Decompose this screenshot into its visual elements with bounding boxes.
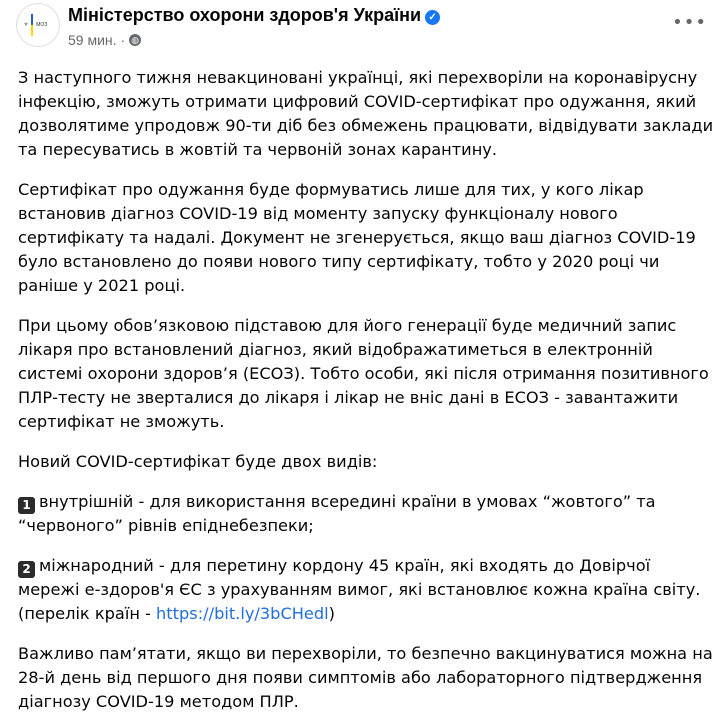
avatar-logo-text: МОЗ — [36, 21, 48, 28]
flag-bar — [31, 14, 33, 36]
text-line: мережі е-здоров'я ЄС з урахуванням вимог, які встановлює кожна країна світу. — [18, 580, 701, 599]
post-body — [0, 66, 721, 714]
text-line: При цьому обов’язковою підставою для його генерації буде медичний запис — [18, 316, 677, 335]
paragraph — [18, 314, 709, 434]
text-line: встановив діагноз COVID-19 від моменту запуску функціоналу нового — [18, 204, 618, 223]
text-line: міжнародний - для перетину кордону 45 країн, які входять до Довірчої — [39, 556, 651, 575]
text-line: раніше у 2021 році. — [18, 276, 186, 295]
text-line: лікаря про встановлений діагноз, який відображатиметься в електронній — [18, 340, 653, 359]
text-line: Важливо пам’ятати, якщо ви перехворіли, то безпечно вакцинуватися можна на — [18, 644, 713, 663]
keycap-1-icon: 1 — [18, 497, 35, 514]
separator: · — [120, 32, 126, 48]
page-name-link[interactable]: Міністерство охорони здоров'я України — [68, 5, 422, 25]
post-timestamp[interactable]: 59 мин. — [68, 32, 117, 48]
verified-badge-icon: ✓ — [425, 10, 440, 25]
trident-icon: ⚜ — [23, 21, 29, 28]
text-line: внутрішній - для використання всередині країни в умовах “жовтого” та — [39, 492, 656, 511]
text-line: З наступного тижня невакциновані українці, які перехворіли на коронавірусну — [18, 68, 698, 87]
text-line: було встановлено до появи нового типу сертифікату, тобто у 2020 році чи — [18, 252, 660, 271]
text-line: Сертифікат про одужання буде формуватись лише для тих, у кого лікар — [18, 180, 644, 199]
text-line: сертифікат не зможуть. — [18, 412, 225, 431]
text-line: інфекцію, зможуть отримати цифровий COVID-сертифікат про одужання, який — [18, 92, 697, 111]
text-line: системі охорони здоров’я (ЕСОЗ). Тобто особи, які після отримання позитивного — [18, 364, 709, 383]
globe-icon[interactable]: ◍ — [129, 34, 141, 46]
text-line: сертифікату та надалі. Документ не згенерується, якщо ваш діагноз COVID-19 — [18, 228, 696, 247]
paragraph — [18, 642, 713, 714]
paragraph — [18, 66, 714, 162]
post-meta — [68, 32, 141, 48]
keycap-2-icon: 2 — [18, 561, 35, 578]
list-item-1 — [18, 490, 703, 538]
list-item-2 — [18, 554, 703, 626]
text-line: та пересуватись в жовтій та червоній зонах карантину. — [18, 140, 498, 159]
page-name-row — [68, 5, 440, 26]
text-line: діагнозу COVID-19 методом ПЛР. — [18, 692, 299, 711]
text-line: Новий COVID-сертифікат буде двох видів: — [18, 452, 378, 471]
text: ) — [328, 604, 335, 623]
text-line: ПЛР-тесту не зверталися до лікаря і лікар не вніс дані в ЕСОЗ - завантажити — [18, 388, 679, 407]
post-header — [0, 0, 721, 66]
text-line: (перелік країн - — [18, 604, 157, 623]
paragraph — [18, 450, 703, 474]
paragraph — [18, 178, 703, 298]
text-line: дозволятиме упродовж 90-ти діб без обмежень працювати, відвідувати заклади — [18, 116, 714, 135]
text-line: 28-й день від першого дня появи симптомів або лабораторного підтвердження — [18, 668, 703, 687]
text-line: “червоного” рівнів епіднебезпеки; — [18, 516, 314, 535]
countries-link[interactable]: https://bit.ly/3bCHedl — [156, 604, 329, 623]
avatar[interactable] — [16, 3, 60, 47]
more-options-icon[interactable]: ••• — [672, 12, 707, 33]
